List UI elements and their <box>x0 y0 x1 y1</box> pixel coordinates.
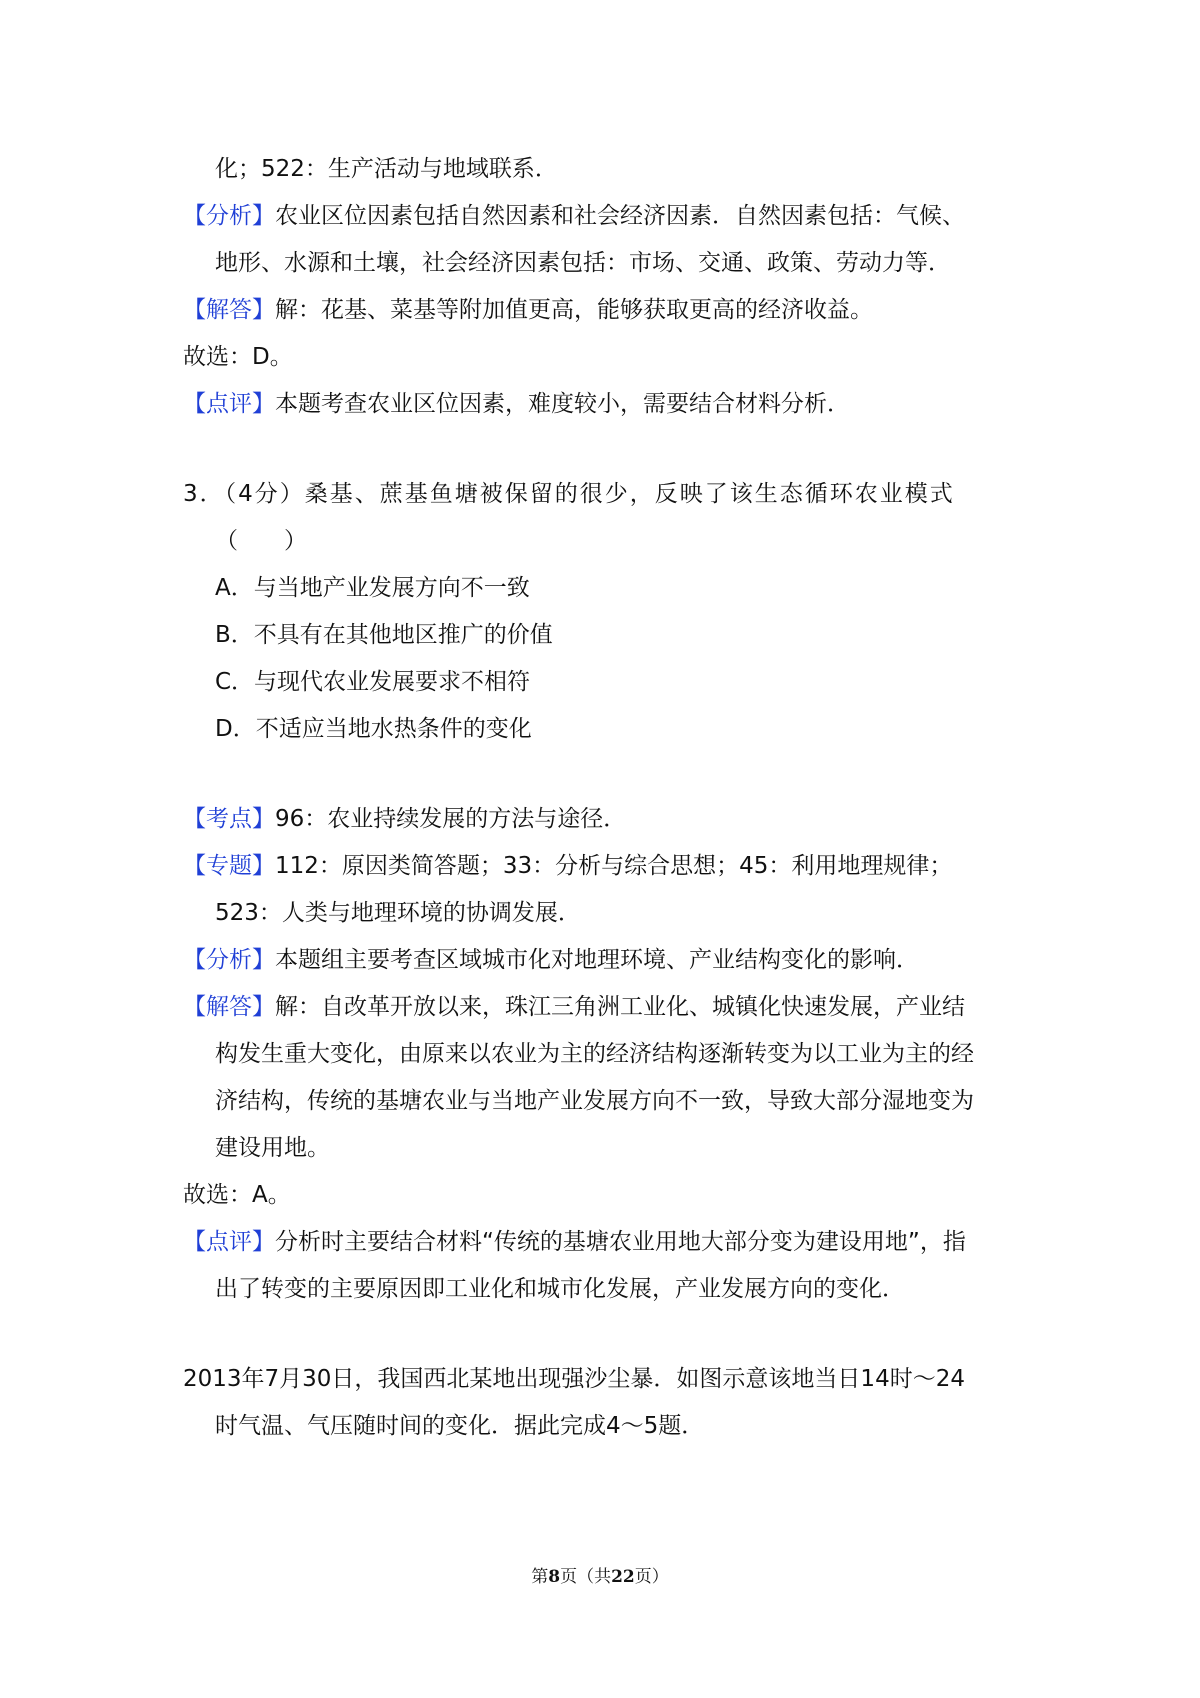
zhuanti-text: 112：原因类简答题；33：分析与综合思想；45：利用地理规律； <box>275 853 953 879</box>
jieda-line-q3-4 <box>183 1125 1023 1172</box>
dianping-text-q3-2: 出了转变的主要原因即工业化和城市化发展，产业发展方向的变化． <box>215 1276 905 1302</box>
footer-suffix: 页） <box>634 1567 669 1587</box>
option-b-text: B．不具有在其他地区推广的价值 <box>215 622 553 648</box>
dianping-line <box>183 381 1023 428</box>
dianping-line-q3 <box>183 1219 1023 1266</box>
spacer <box>183 1313 1023 1356</box>
material-intro-2 <box>183 1403 1023 1450</box>
option-a <box>183 565 1023 612</box>
spacer <box>183 753 1023 796</box>
footer-total-pages: 22 <box>611 1567 635 1587</box>
option-c <box>183 659 1023 706</box>
dianping-text: 本题考查农业区位因素，难度较小，需要结合材料分析． <box>275 391 850 417</box>
spacer <box>183 428 1023 471</box>
footer-mid: 页（共 <box>560 1567 612 1587</box>
jieda-text: 解：花基、菜基等附加值更高，能够获取更高的经济收益。 <box>275 297 873 323</box>
answer-bracket: （ ） <box>215 528 307 554</box>
jieda-text-q3-2: 构发生重大变化，由原来以农业为主的经济结构逐渐转变为以工业为主的经 <box>215 1041 974 1067</box>
fenxi-tag-q3: 【分析】 <box>183 947 275 973</box>
kaodian-tag: 【考点】 <box>183 806 275 832</box>
footer-page-number: 8 <box>548 1567 561 1587</box>
fenxi-text-2: 地形、水源和土壤，社会经济因素包括：市场、交通、政策、劳动力等． <box>215 250 951 276</box>
jieda-line-q3-3 <box>183 1078 1023 1125</box>
jieda-tag: 【解答】 <box>183 297 275 323</box>
jieda-line-q3-2 <box>183 1031 1023 1078</box>
zhuanti-tag: 【专题】 <box>183 853 275 879</box>
fenxi-text: 农业区位因素包括自然因素和社会经济因素．自然因素包括：气候、 <box>275 203 965 229</box>
material-intro <box>183 1356 1023 1403</box>
material-intro-text: 2013年7月30日，我国西北某地出现强沙尘暴．如图示意该地当日14时～24 <box>183 1366 965 1392</box>
question-stem-bracket <box>183 518 1023 565</box>
fenxi-line-2 <box>183 240 1023 287</box>
jieda-text-q3-4: 建设用地。 <box>215 1135 330 1161</box>
zhuanti-line-2 <box>183 890 1023 937</box>
option-d <box>183 706 1023 753</box>
zhuanti-text-2: 523：人类与地理环境的协调发展． <box>215 900 581 926</box>
option-c-text: C．与现代农业发展要求不相符 <box>215 669 531 695</box>
zhuanti-line <box>183 843 1023 890</box>
kaodian-text: 96：农业持续发展的方法与途径． <box>275 806 627 832</box>
fenxi-line-q3 <box>183 937 1023 984</box>
zhuanti-continuation <box>183 146 1023 193</box>
question-stem-text: 3．（4分）桑基、蔗基鱼塘被保留的很少，反映了该生态循环农业模式 <box>183 481 955 507</box>
fenxi-text-q3: 本题组主要考查区域城市化对地理环境、产业结构变化的影响． <box>275 947 919 973</box>
dianping-tag-q3: 【点评】 <box>183 1229 275 1255</box>
footer-prefix: 第 <box>531 1567 549 1587</box>
material-intro-text-2: 时气温、气压随时间的变化．据此完成4～5题． <box>215 1413 705 1439</box>
zhuanti-continuation-text: 化；522：生产活动与地域联系． <box>215 156 558 182</box>
jieda-line-q3 <box>183 984 1023 1031</box>
answer-line-q3 <box>183 1172 1023 1219</box>
dianping-tag: 【点评】 <box>183 391 275 417</box>
page-content <box>183 146 1023 1450</box>
option-a-text: A．与当地产业发展方向不一致 <box>215 575 530 601</box>
fenxi-line <box>183 193 1023 240</box>
answer-text-q3: 故选：A。 <box>183 1182 291 1208</box>
jieda-tag-q3: 【解答】 <box>183 994 275 1020</box>
option-d-text: D．不适应当地水热条件的变化 <box>215 716 532 742</box>
jieda-text-q3: 解：自改革开放以来，珠江三角洲工业化、城镇化快速发展，产业结 <box>275 994 965 1020</box>
dianping-line-q3-2 <box>183 1266 1023 1313</box>
jieda-line <box>183 287 1023 334</box>
fenxi-tag: 【分析】 <box>183 203 275 229</box>
kaodian-line <box>183 796 1023 843</box>
jieda-text-q3-3: 济结构，传统的基塘农业与当地产业发展方向不一致，导致大部分湿地变为 <box>215 1088 974 1114</box>
question-stem <box>183 471 1023 518</box>
option-b <box>183 612 1023 659</box>
dianping-text-q3: 分析时主要结合材料“传统的基塘农业用地大部分变为建设用地”，指 <box>275 1229 966 1255</box>
page-footer <box>0 1562 1200 1587</box>
answer-text: 故选：D。 <box>183 344 293 370</box>
answer-line <box>183 334 1023 381</box>
